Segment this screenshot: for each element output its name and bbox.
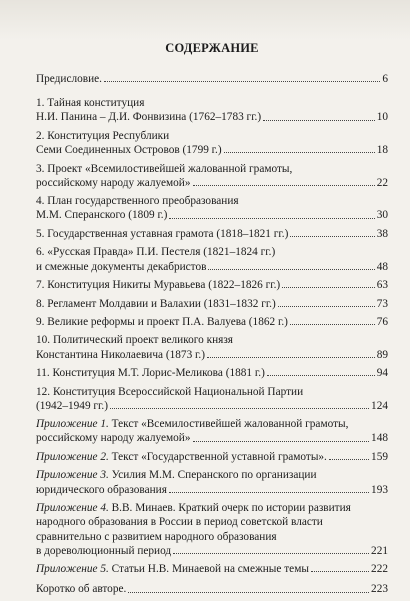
appendix-label: Приложение 4. <box>36 502 109 515</box>
toc-entry-line <box>36 366 388 380</box>
toc-entry-line <box>36 176 388 190</box>
toc-entry-line <box>36 129 388 143</box>
toc-entry-line <box>36 260 388 274</box>
toc-entry <box>36 194 388 222</box>
leader-dots <box>207 356 375 358</box>
page-number: 221 <box>371 544 388 557</box>
page-number: 159 <box>371 450 388 463</box>
toc-entry <box>36 417 388 445</box>
toc-entry-text: 2. Конституция Республики <box>36 129 170 142</box>
toc-entry-text: 9. Великие реформы и проект П.А. Валуева (1862 г.) <box>36 315 288 328</box>
toc-entry-text: российскому народу жалуемой» <box>36 432 191 445</box>
leader-dots <box>193 440 370 442</box>
page-number: 38 <box>376 227 388 240</box>
leader-dots <box>282 286 375 288</box>
leader-dots <box>263 119 375 121</box>
page-number: 124 <box>371 399 388 412</box>
toc-entry-text <box>36 562 309 576</box>
toc-entry-text-rest: Текст «Всемилостивейшей жалованной грамоты, <box>108 418 349 431</box>
toc-entry-text <box>36 450 327 464</box>
page-number: 48 <box>376 260 388 273</box>
page-top-shadow <box>0 0 410 40</box>
toc-entry-line <box>36 315 388 329</box>
table-of-contents <box>36 72 388 601</box>
leader-dots <box>329 458 369 460</box>
toc-entry-text: сравнительно с развитием народного образования <box>36 530 277 543</box>
toc-entry-text: Семи Соединенных Островов (1799 г.) <box>36 144 222 157</box>
leader-dots <box>104 80 380 82</box>
page-number: 22 <box>376 176 388 189</box>
toc-entry-text: (1942–1949 гг.) <box>36 399 109 412</box>
leader-dots <box>290 235 374 237</box>
toc-entry-line <box>36 143 388 157</box>
toc-entry-line <box>36 432 388 446</box>
toc-entry-line <box>36 544 388 558</box>
toc-entry-line <box>36 483 388 497</box>
toc-entry-text-rest: Усилия М.М. Сперанского по организации <box>108 469 317 482</box>
page-number: 10 <box>376 111 388 124</box>
toc-entry-text: 12. Конституция Всероссийской Национальной Партии <box>36 385 304 398</box>
toc-entry-text-rest: Текст «Государственной уставной грамоты». <box>108 450 327 463</box>
toc-entry-text: и смежные документы декабристов <box>36 260 207 273</box>
page-number: 63 <box>376 279 388 292</box>
toc-entry <box>36 385 388 413</box>
toc-entry-text <box>36 468 317 482</box>
page-number: 18 <box>376 144 388 157</box>
toc-entry <box>36 562 388 576</box>
page-number: 223 <box>371 583 388 596</box>
toc-entry-line <box>36 530 388 544</box>
toc-entry-text: 1. Тайная конституция <box>36 97 145 110</box>
toc-entry-text: юридического образования <box>36 483 167 496</box>
toc-entry-line <box>36 297 388 311</box>
toc-entry-text: 11. Конституция М.Т. Лорис-Меликова (1881 г.) <box>36 367 265 380</box>
page-number: 89 <box>376 348 388 361</box>
toc-entry-line <box>36 162 388 176</box>
toc-entry-text: 6. «Русская Правда» П.И. Пестеля (1821–1824 гг.) <box>36 246 276 259</box>
toc-entry-text: 5. Государственная уставная грамота (1818–1821 гг.) <box>36 227 289 240</box>
leader-dots <box>278 305 375 307</box>
toc-entry-line <box>36 278 388 292</box>
leader-dots <box>208 268 374 270</box>
toc-entry-text: 8. Регламент Молдавии и Валахии (1831–1832 гг.) <box>36 297 276 310</box>
toc-entry-line <box>36 194 388 208</box>
appendix-label: Приложение 3. <box>36 469 109 482</box>
toc-entry-line <box>36 501 388 515</box>
toc-entry-text: Коротко об авторе. <box>36 583 127 596</box>
toc-entry-text: 10. Политический проект великого князя <box>36 334 234 347</box>
leader-dots <box>110 407 369 409</box>
toc-entry <box>36 162 388 190</box>
toc-entry-text: М.М. Сперанского (1809 г.) <box>36 209 168 222</box>
leader-dots <box>193 184 375 186</box>
toc-entry-line <box>36 72 388 86</box>
toc-entry-line <box>36 468 388 482</box>
toc-entry-text: Н.И. Панина – Д.И. Фонвизина (1762–1783 гг.) <box>36 111 262 124</box>
toc-entry <box>36 582 388 596</box>
toc-entry-line <box>36 245 388 259</box>
toc-entry-line <box>36 208 388 222</box>
appendix-label: Приложение 2. <box>36 450 109 463</box>
toc-entry <box>36 227 388 241</box>
toc-entry <box>36 96 388 124</box>
toc-entry-text: 7. Конституция Никиты Муравьева (1822–1826 гг.) <box>36 279 281 292</box>
appendix-label: Приложение 1. <box>36 418 109 431</box>
toc-entry <box>36 468 388 496</box>
toc-entry-text: 3. Проект «Всемилостивейшей жалованной грамоты, <box>36 162 293 175</box>
toc-entry-line <box>36 110 388 124</box>
toc-entry-text: Константина Николаевича (1873 г.) <box>36 348 205 361</box>
page-number: 193 <box>371 483 388 496</box>
toc-entry-line <box>36 417 388 431</box>
leader-dots <box>224 151 375 153</box>
toc-entry <box>36 315 388 329</box>
toc-entry-text: народного образования в России в период советской власти <box>36 516 323 529</box>
leader-dots <box>311 570 369 572</box>
toc-entry-line <box>36 96 388 110</box>
toc-entry-text: 4. План государственного преобразования <box>36 195 239 208</box>
page-title: СОДЕРЖАНИЕ <box>165 41 259 55</box>
toc-entry-text: в дореволюционный период <box>36 544 172 557</box>
toc-entry-text: российскому народу жалуемой» <box>36 176 191 189</box>
toc-entry-line <box>36 385 388 399</box>
page-number: 94 <box>376 367 388 380</box>
toc-entry <box>36 501 388 558</box>
page-number: 30 <box>376 209 388 222</box>
page-number: 6 <box>382 72 388 85</box>
appendix-label: Приложение 5. <box>36 563 109 576</box>
toc-entry <box>36 129 388 157</box>
leader-dots <box>290 323 375 325</box>
toc-entry <box>36 72 388 86</box>
toc-entry <box>36 366 388 380</box>
toc-entry <box>36 333 388 361</box>
toc-entry-line <box>36 348 388 362</box>
page-number: 222 <box>371 563 388 576</box>
page-number: 76 <box>376 315 388 328</box>
leader-dots <box>169 217 374 219</box>
toc-entry-text <box>36 417 348 431</box>
toc-entry <box>36 278 388 292</box>
toc-entry-line <box>36 399 388 413</box>
toc-entry-line <box>36 333 388 347</box>
toc-entry <box>36 245 388 273</box>
leader-dots <box>128 591 369 593</box>
toc-entry-line <box>36 450 388 464</box>
toc-entry-text-rest: Статьи Н.В. Минаевой на смежные темы <box>108 563 309 576</box>
toc-entry-line <box>36 227 388 241</box>
toc-entry-line <box>36 562 388 576</box>
toc-entry-text-rest: В.В. Минаев. Краткий очерк по истории развития <box>108 502 351 515</box>
toc-entry-line <box>36 515 388 529</box>
page-number: 148 <box>371 432 388 445</box>
page-number: 73 <box>376 297 388 310</box>
toc-entry-text: Предисловие. <box>36 72 102 85</box>
toc-entry <box>36 450 388 464</box>
leader-dots <box>169 491 369 493</box>
toc-entry <box>36 297 388 311</box>
toc-entry-line <box>36 582 388 596</box>
toc-entry-text <box>36 501 351 515</box>
leader-dots <box>267 374 375 376</box>
